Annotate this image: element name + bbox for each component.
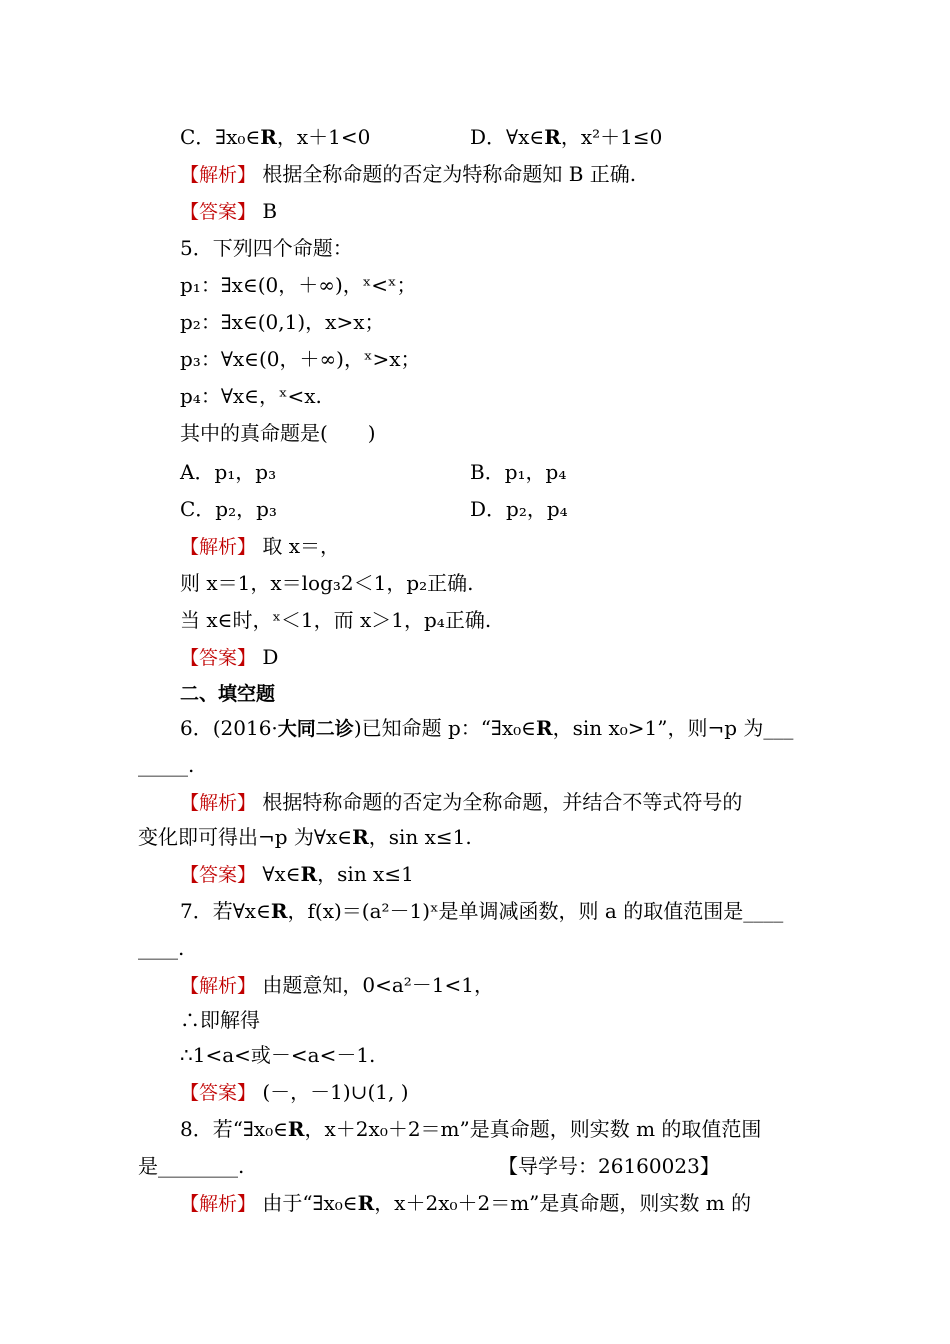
text-line — [180, 971, 494, 1000]
line-text: p₃：∀x∈(0，＋∞)，ˣ>x； — [180, 347, 421, 371]
line-text: ∴即解得 — [180, 1008, 260, 1032]
line-text: 变化即可得出¬p 为∀x∈ — [138, 825, 353, 849]
heading-text: 二、填空题 — [180, 683, 276, 705]
line-text: ，x＋2x₀＋2＝m”是真命题，则实数 m 的 — [374, 1191, 752, 1215]
line-text: ，sin x₀>1”，则¬p 为___ — [552, 716, 794, 740]
line-text: 7．若∀x∈ — [180, 899, 271, 923]
text-line — [180, 860, 414, 889]
text-line — [180, 419, 376, 447]
text-line — [180, 123, 370, 151]
line-text: ，x²＋1≤0 — [560, 125, 663, 149]
text-line — [180, 234, 353, 262]
bold-symbol: R — [544, 125, 561, 149]
text-line — [180, 714, 793, 743]
text-line — [180, 495, 277, 523]
text-line — [180, 532, 340, 561]
line-text: )已知命题 p：“∃x₀∈ — [353, 716, 536, 740]
line-text: 取 x＝， — [256, 534, 341, 558]
line-text: D — [256, 645, 279, 669]
line-text: B — [256, 199, 278, 223]
line-text: ，sin x≤1 — [317, 862, 414, 886]
section-tag: 【解析】 — [180, 975, 257, 997]
text-line — [138, 934, 184, 962]
line-text: A．p₁，p₃ — [180, 460, 277, 484]
text-line — [180, 679, 275, 708]
line-text: 8．若“∃x₀∈ — [180, 1117, 288, 1141]
line-text: D．∀x∈ — [470, 125, 545, 149]
line-text: C．p₂，p₃ — [180, 497, 277, 521]
text-line — [180, 569, 474, 597]
text-line — [180, 308, 384, 336]
section-tag: 【解析】 — [180, 164, 257, 186]
line-text: C．∃x₀∈ — [180, 125, 261, 149]
text-line — [470, 495, 568, 523]
line-text: B．p₁，p₄ — [470, 460, 567, 484]
text-line — [180, 788, 742, 817]
section-tag: 【答案】 — [180, 201, 257, 223]
bold-symbol: R — [535, 716, 553, 740]
section-tag: 【解析】 — [180, 1193, 257, 1215]
text-line — [180, 1041, 375, 1069]
line-text: p₁：∃x∈(0，＋∞)，ˣ<ˣ； — [180, 273, 417, 297]
text-line — [138, 751, 194, 779]
line-text: ，x＋1<0 — [276, 125, 371, 149]
text-line — [180, 1078, 409, 1107]
line-text: ∀x∈ — [256, 862, 301, 886]
bold-symbol: R — [352, 825, 369, 849]
text-line — [138, 1152, 244, 1180]
text-line — [470, 123, 662, 151]
line-text: 由于“∃x₀∈ — [256, 1191, 358, 1215]
line-text: ____. — [138, 936, 185, 960]
section-tag: 【答案】 — [180, 1082, 257, 1104]
bold-symbol: R — [300, 862, 318, 886]
line-text: p₂：∃x∈(0,1)，x>x； — [180, 310, 385, 334]
line-text: 6．(2016· — [180, 716, 278, 740]
text-line — [180, 606, 491, 634]
line-text: 是________. — [138, 1154, 245, 1178]
line-text: _____. — [138, 753, 195, 777]
line-text: (－，－1)∪(1, ) — [256, 1080, 409, 1104]
section-tag: 【解析】 — [180, 536, 257, 558]
line-text: ，x＋2x₀＋2＝m”是真命题，则实数 m 的取值范围 — [304, 1117, 762, 1141]
text-line — [138, 823, 472, 851]
line-text: p₄：∀x∈，ˣ<x. — [180, 384, 322, 408]
text-line — [180, 897, 783, 925]
text-line — [180, 382, 322, 410]
line-text: 根据全称命题的否定为特称命题知 B 正确. — [256, 162, 637, 186]
section-tag: 【解析】 — [180, 792, 257, 814]
text-line — [180, 458, 276, 486]
line-text: ，f(x)＝(a²－1)ˣ是单调减函数，则 a 的取值范围是____ — [287, 899, 784, 923]
line-text: D．p₂，p₄ — [470, 497, 568, 521]
line-text: ∴1<a<或－<a<－1. — [180, 1043, 376, 1067]
line-text: 则 x＝1，x＝log₃2＜1，p₂正确. — [180, 571, 474, 595]
bold-symbol: R — [260, 125, 277, 149]
section-tag: 【答案】 — [180, 647, 257, 669]
line-text: 5．下列四个命题： — [180, 236, 353, 260]
line-text: 当 x∈时，ˣ＜1，而 x＞1，p₄正确. — [180, 608, 492, 632]
heading-text: 大同二诊 — [277, 718, 354, 740]
line-text: ，sin x≤1. — [368, 825, 472, 849]
line-text: 【导学号：26160023】 — [498, 1154, 720, 1178]
bold-symbol: R — [270, 899, 288, 923]
text-line — [180, 1006, 260, 1034]
text-line — [180, 160, 636, 189]
text-line — [180, 1115, 761, 1143]
line-text: 由题意知，0<a²－1<1， — [256, 973, 495, 997]
text-line — [180, 643, 278, 672]
line-text: 其中的真命题是( ) — [180, 421, 376, 445]
text-line — [498, 1152, 720, 1180]
text-line — [470, 458, 566, 486]
section-tag: 【答案】 — [180, 864, 257, 886]
text-line — [180, 271, 416, 299]
text-line — [180, 1189, 751, 1218]
line-text: 根据特称命题的否定为全称命题，并结合不等式符号的 — [256, 790, 743, 814]
text-line — [180, 345, 420, 373]
bold-symbol: R — [357, 1191, 375, 1215]
text-line — [180, 197, 277, 226]
bold-symbol: R — [287, 1117, 305, 1141]
